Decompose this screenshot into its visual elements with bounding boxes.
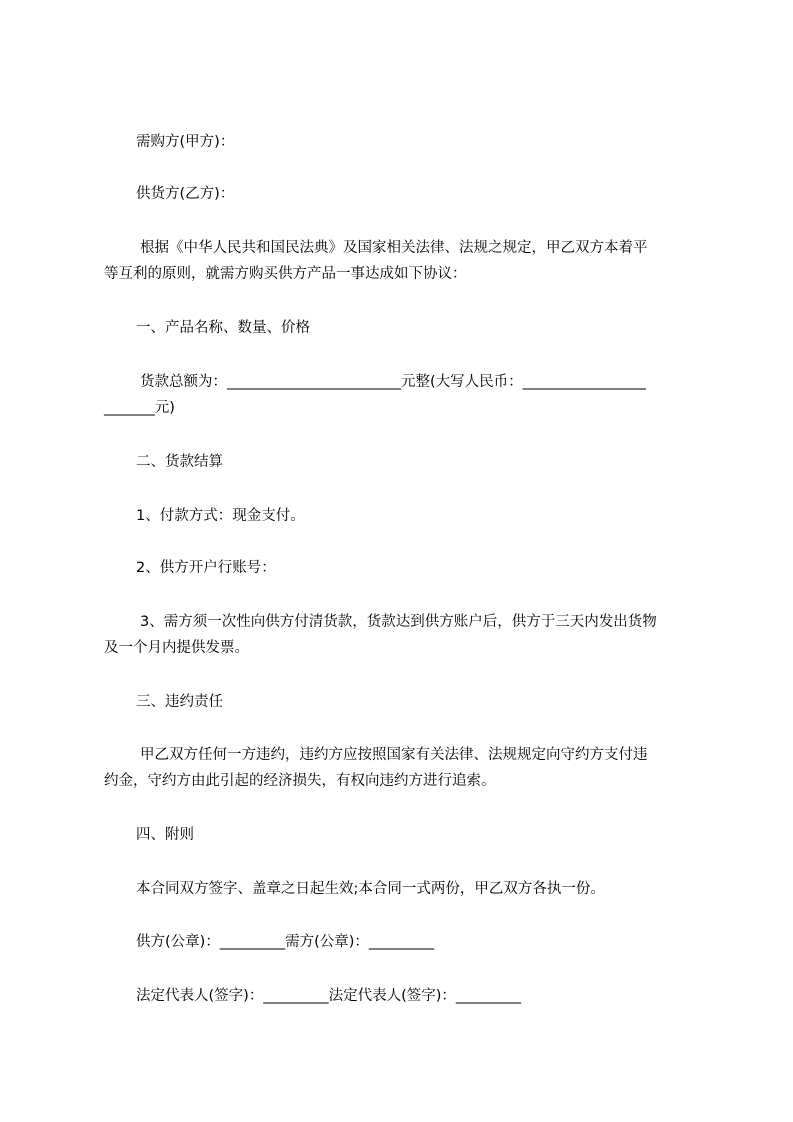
total-amount-line-1: 货款总额为：________________________元整(大写人民币：_________________ xyxy=(140,374,646,390)
section-1-title: 一、产品名称、数量、价格 xyxy=(136,320,310,336)
breach-line-1: 甲乙双方任何一方违约，违约方应按照国家有关法律、法规规定向守约方支付违 xyxy=(140,747,648,763)
total-amount-line-2: _______元) xyxy=(104,400,175,416)
payment-item-3-line-1: 3、需方须一次性向供方付清货款，货款达到供方账户后，供方于三天内发出货物 xyxy=(140,614,657,630)
section-2-title: 二、货款结算 xyxy=(136,454,223,470)
payment-item-2: 2、供方开户行账号： xyxy=(136,560,276,576)
seal-line: 供方(公章)：_________需方(公章)：_________ xyxy=(136,934,435,950)
preamble-line-1: 根据《中华人民共和国民法典》及国家相关法律、法规之规定，甲乙双方本着平 xyxy=(140,240,648,256)
payment-item-1: 1、付款方式：现金支付。 xyxy=(136,508,305,524)
supplier-line: 供货方(乙方)： xyxy=(136,186,235,202)
section-3-title: 三、违约责任 xyxy=(136,694,223,710)
payment-item-3-line-2: 及一个月内提供发票。 xyxy=(104,640,249,656)
effective-line: 本合同双方签字、盖章之日起生效;本合同一式两份，甲乙双方各执一份。 xyxy=(136,881,605,897)
buyer-line: 需购方(甲方)： xyxy=(136,134,235,150)
breach-line-2: 约金，守约方由此引起的经济损失，有权向违约方进行追索。 xyxy=(104,773,496,789)
section-4-title: 四、附则 xyxy=(136,827,194,843)
representative-line: 法定代表人(签字)：_________法定代表人(签字)：_________ xyxy=(136,988,522,1004)
preamble-line-2: 等互利的原则，就需方购买供方产品一事达成如下协议： xyxy=(104,266,467,282)
